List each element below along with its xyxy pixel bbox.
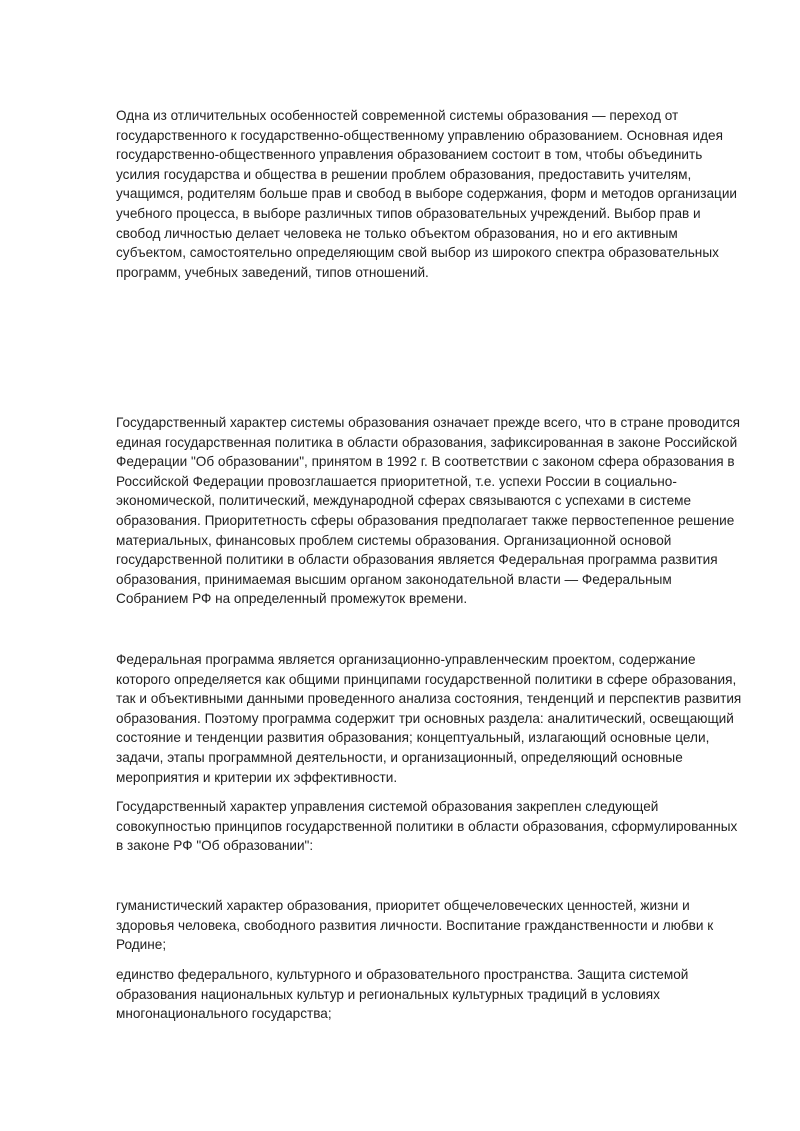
paragraph-state-character: Государственный характер системы образования означает прежде всего, что в стране проводится единая государственная политика в области образования, зафиксированная в законе Российской Федерации "Об образовании", принятом в 1992 г. В соответствии с законом сфера образования в Российской Федерации провозглашается приоритетной, т.е. успехи России в социально-экономической, политический, международной сферах связываются с успехами в системе образования. Приоритетность сферы образования предполагает также первостепенное решение материальных, финансовых проблем системы образования. Организационной основой государственной политики в области образования является Федеральная программа развития образования, принимаемая высшим органом законодательной власти — Федеральным Собранием РФ на определенный промежуток времени. bbox=[116, 415, 741, 607]
paragraph-intro: Одна из отличительных особенностей современной системы образования — переход от государственного к государственно-общественному управлению образованием. Основная идея государственно-общественного управления образованием состоит в том, чтобы объединить усилия государства и общества в решении проблем образования, предоставить учителям, учащимся, родителям больше прав и свобод в выборе содержания, форм и методов организации учебного процесса, в выборе различных типов образовательных учреждений. Выбор прав и свобод личностью делает человека не только объектом образования, но и его активным субъектом, самостоятельно определяющим свой выбор из широкого спектра образовательных программ, учебных заведений, типов отношений. bbox=[116, 108, 738, 280]
paragraph-principle-unity: единство федерального, культурного и образовательного пространства. Защита системой образования национальных культур и региональных культурных традиций в условиях многонационального государства; bbox=[116, 967, 689, 1022]
paragraph-principles-intro: Государственный характер управления системой образования закреплен следующей совокупностью принципов государственной политики в области образования, сформулированных в законе РФ "Об образовании": bbox=[116, 799, 738, 854]
paragraph-principle-humanistic: гуманистический характер образования, приоритет общечеловеческих ценностей, жизни и здоровья человека, свободного развития личности. Воспитание гражданственности и любви к Родине; bbox=[116, 898, 714, 953]
paragraph-federal-program: Федеральная программа является организационно-управленческим проектом, содержание которого определяется как общими принципами государственной политики в сфере образования, так и объективными данными проведенного анализа состояния, тенденций и перспектив развития образования. Поэтому программа содержит три основных раздела: аналитический, освещающий состояние и тенденции развития образования; концептуальный, излагающий основные цели, задачи, этапы программной деятельности, и организационный, определяющий основные мероприятия и критерии их эффективности. bbox=[116, 652, 742, 785]
